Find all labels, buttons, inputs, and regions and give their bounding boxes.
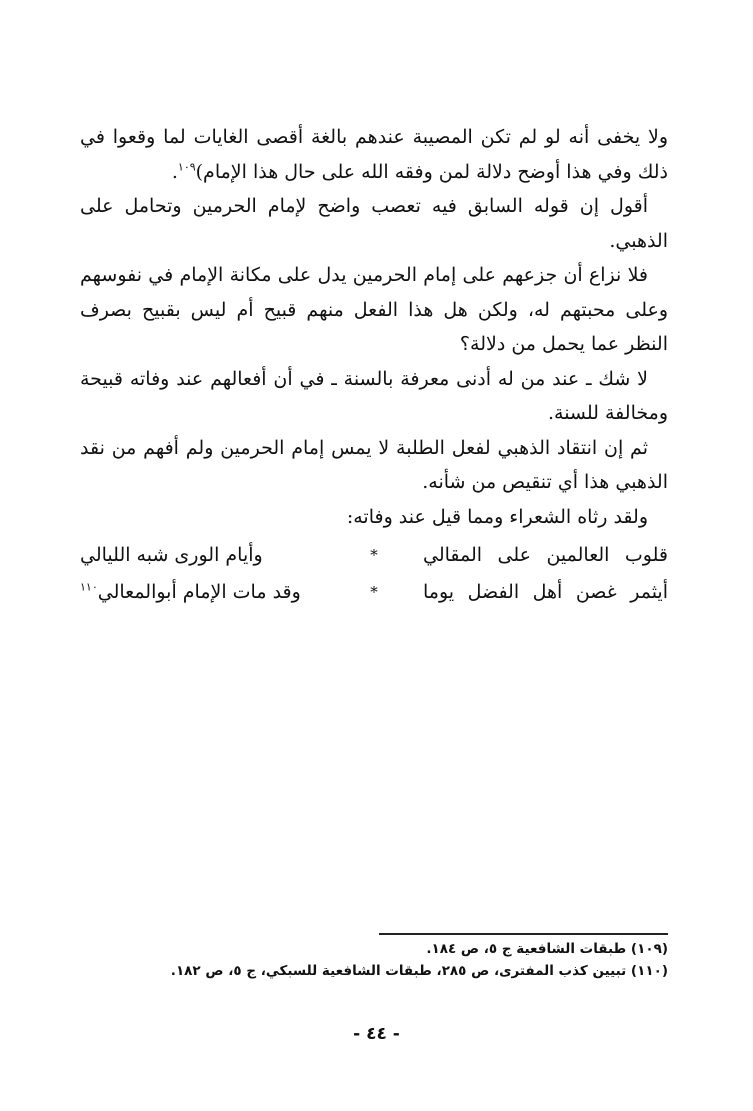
verse-first-hemistich: قلوب العالمين على المقالي (423, 544, 668, 566)
footnote: (١٠٩) طبقات الشافعية ج ٥، ص ١٨٤. (426, 941, 668, 957)
paragraph: أقول إن قوله السابق فيه تعصب واضح لإمام الحرمين وتحامل على الذهبي. (80, 195, 668, 252)
paragraph: لا شك ـ عند من له أدنى معرفة بالسنة ـ في أن أفعالهم عند وفاته قبيحة ومخالفة للسنة. (80, 367, 668, 424)
paragraph: ثم إن انتقاد الذهبي لفعل الطلبة لا يمس إمام الحرمين ولم أفهم من نقد الذهبي هذا أي تنقيص من شأنه. (80, 436, 668, 493)
body-text (80, 120, 668, 534)
poem (80, 537, 668, 611)
poem-verse (80, 574, 668, 611)
footnote-reference: ١٠٩ (177, 160, 196, 174)
paragraph: فلا نزاع أن جزعهم على إمام الحرمين يدل على مكانة الإمام في نفوسهم وعلى محبتهم له، ولكن هل هذا الفعل منهم قبيح أم ليس بقبيح بصرف النظر عما يحمل من دلالة؟ (80, 264, 668, 355)
verse-first-hemistich: أيثمر غصن أهل الفضل يوما (423, 581, 668, 603)
footnote-reference: ١١٠ (80, 580, 98, 594)
footnotes (80, 938, 668, 982)
star-separator: * (370, 583, 378, 601)
star-separator: * (370, 546, 378, 564)
paragraph: ولا يخفى أنه لو لم تكن المصيبة عندهم بالغة أقصى الغايات لما وقعوا في ذلك وفي هذا أوضح دلالة لمن وفقه الله على حال هذا الإمام)$^{١٠٩}$. (80, 126, 668, 183)
footnote-divider (379, 933, 668, 935)
paragraph: ولقد رثاه الشعراء ومما قيل عند وفاته: (346, 505, 648, 528)
page-number: - ٤٤ - (353, 1024, 400, 1044)
verse-second-hemistich: وقد مات الإمام أبوالمعالي$^{١١٠}$ (80, 580, 301, 603)
verse-second-hemistich: وأيام الورى شبه الليالي (80, 544, 263, 566)
footnote: (١١٠) تبيين كذب المفترى، ص ٢٨٥، طبقات الشافعية للسبكي، ج ٥، ص ١٨٢. (170, 963, 668, 979)
poem-verse (80, 537, 668, 574)
